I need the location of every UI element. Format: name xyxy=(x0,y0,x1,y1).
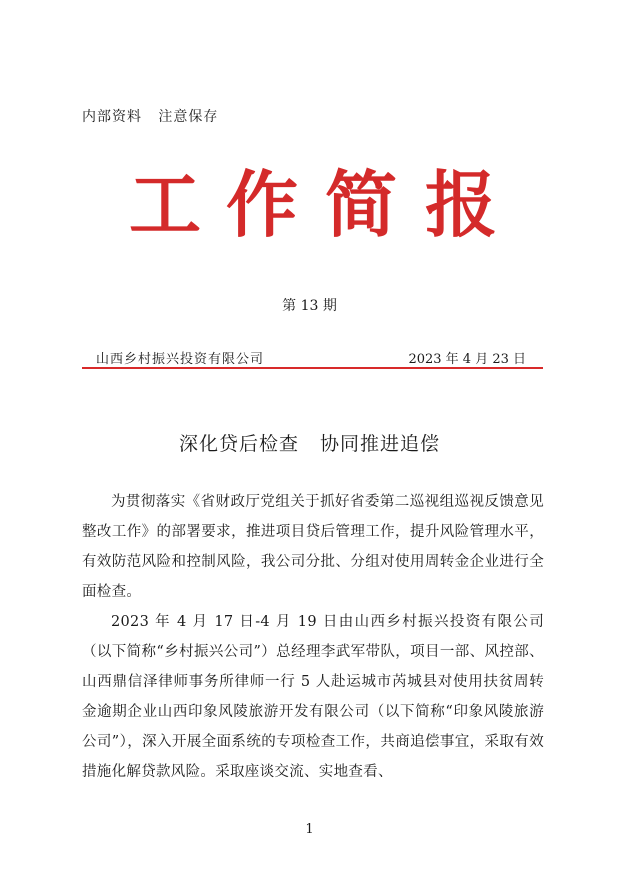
paragraph: 为贯彻落实《省财政厅党组关于抓好省委第二巡视组巡视反馈意见整改工作》的部署要求，推进项目贷后管理工作，提升风险管理水平，有效防范风险和控制风险，我公司分批、分组对使用周转金企业进行全面检查。 xyxy=(82,494,544,600)
organization-name: 山西乡村振兴投资有限公司 xyxy=(96,352,265,367)
masthead-char-4: 报 xyxy=(424,163,498,247)
paragraph: 2023 年 4 月 17 日-4 月 19 日由山西乡村振兴投资有限公司（以下简称“乡村振兴公司”）总经理李武军带队，项目一部、风控部、山西鼎信泽律师事务所律师一行 5 人赴运城市芮城县对使用扶贫周转金逾期企业山西印象风陵旅游开发有限公司（以下简称“印象风陵旅游公司”），深入开展全面系统的专项检查工作，共商追偿事宜，采取有效措施化解贷款风险。采取座谈交流、实地查看、 xyxy=(82,614,544,780)
masthead-char-2: 作 xyxy=(225,163,299,247)
classification-label: 内部资料 注意保存 xyxy=(82,109,219,125)
page-number: 1 xyxy=(305,822,314,837)
masthead-title xyxy=(0,160,619,250)
article-headline: 深化贷后检查 协同推进追偿 xyxy=(178,433,441,455)
article-body xyxy=(82,487,544,787)
red-divider-rule xyxy=(82,367,543,369)
masthead-char-1: 工 xyxy=(128,163,202,247)
issue-number: 第 13 期 xyxy=(282,298,337,314)
issue-date: 2023 年 4 月 23 日 xyxy=(408,352,526,367)
masthead-char-3: 简 xyxy=(324,163,398,247)
